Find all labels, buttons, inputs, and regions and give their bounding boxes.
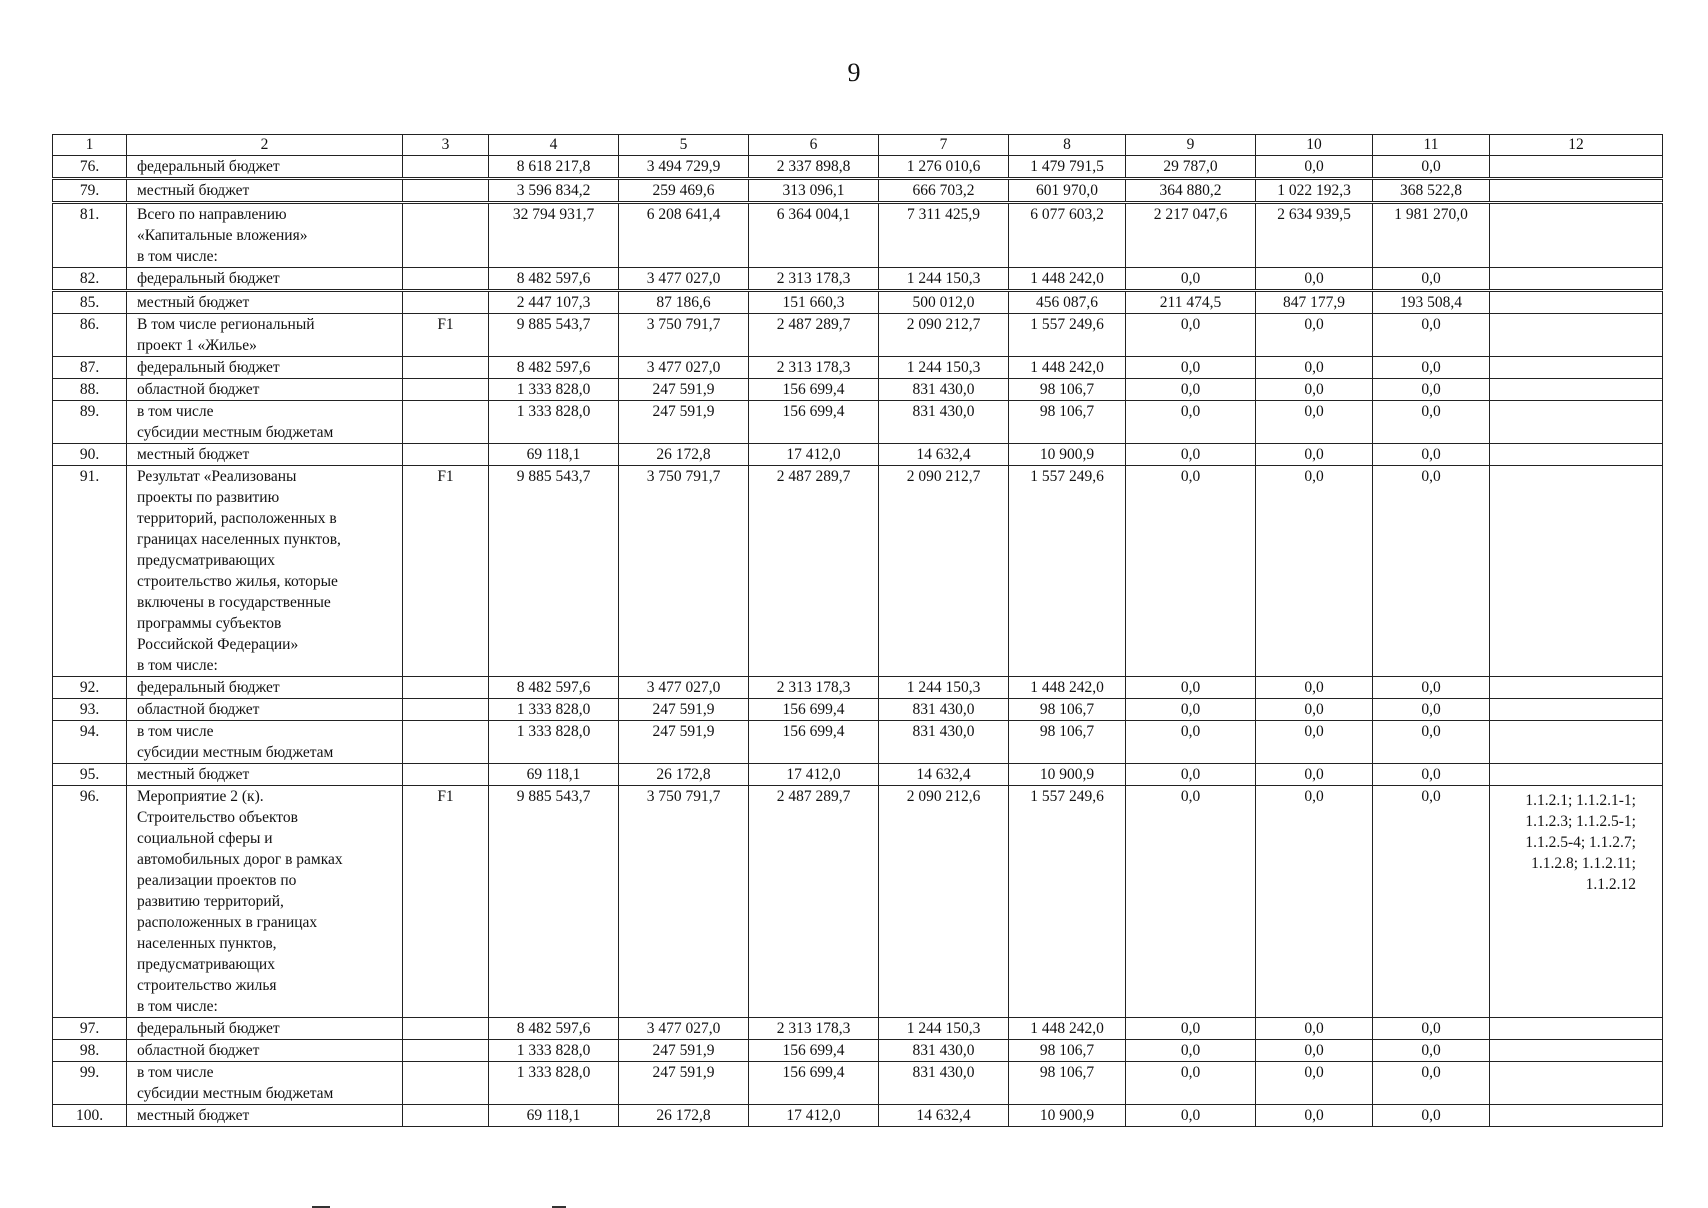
row-description-cell: местный бюджет <box>127 179 403 203</box>
task-codes-cell <box>1490 1018 1663 1040</box>
total-cell: 3 596 834,2 <box>489 179 619 203</box>
total-cell: 9 885 543,7 <box>489 466 619 677</box>
row-description-cell: федеральный бюджет <box>127 1018 403 1040</box>
year-2030-cell: 0,0 <box>1256 156 1373 179</box>
year-2025-cell: 6 208 641,4 <box>619 203 749 268</box>
year-2030-cell: 0,0 <box>1256 699 1373 721</box>
task-codes-cell <box>1490 179 1663 203</box>
total-cell: 8 482 597,6 <box>489 1018 619 1040</box>
table-row <box>53 786 1663 1018</box>
project-code-cell <box>403 1018 489 1040</box>
table-row <box>53 357 1663 379</box>
row-description-cell: в том числе субсидии местным бюджетам <box>127 721 403 764</box>
task-codes-cell <box>1490 291 1663 314</box>
project-code-cell <box>403 203 489 268</box>
year-2029-cell: 364 880,2 <box>1126 179 1256 203</box>
year-2025-cell: 87 186,6 <box>619 291 749 314</box>
row-description-cell: В том числе региональный проект 1 «Жилье» <box>127 314 403 357</box>
year-2025-cell: 26 172,8 <box>619 1105 749 1127</box>
year-2029-cell: 0,0 <box>1126 401 1256 444</box>
year-2026-cell: 2 313 178,3 <box>749 1018 879 1040</box>
total-cell: 9 885 543,7 <box>489 786 619 1018</box>
year-2026-cell: 2 487 289,7 <box>749 786 879 1018</box>
total-cell: 69 118,1 <box>489 764 619 786</box>
year-2028-cell: 456 087,6 <box>1009 291 1126 314</box>
row-description-cell: местный бюджет <box>127 291 403 314</box>
year-2027-cell: 500 012,0 <box>879 291 1009 314</box>
year-2028-cell: 98 106,7 <box>1009 1040 1126 1062</box>
year-2028-cell: 98 106,7 <box>1009 379 1126 401</box>
year-2028-cell: 10 900,9 <box>1009 764 1126 786</box>
header-cell-col-6: 6 <box>749 135 879 156</box>
year-2031-cell: 0,0 <box>1373 721 1490 764</box>
page-number: 9 <box>847 58 861 87</box>
task-codes-cell <box>1490 444 1663 466</box>
total-cell: 1 333 828,0 <box>489 721 619 764</box>
row-description-cell: местный бюджет <box>127 1105 403 1127</box>
year-2031-cell: 1 981 270,0 <box>1373 203 1490 268</box>
total-cell: 9 885 543,7 <box>489 314 619 357</box>
year-2028-cell: 1 448 242,0 <box>1009 677 1126 699</box>
year-2029-cell: 2 217 047,6 <box>1126 203 1256 268</box>
year-2027-cell: 2 090 212,7 <box>879 466 1009 677</box>
table-row <box>53 1040 1663 1062</box>
year-2026-cell: 2 313 178,3 <box>749 677 879 699</box>
table-row <box>53 314 1663 357</box>
year-2029-cell: 0,0 <box>1126 1062 1256 1105</box>
year-2030-cell: 0,0 <box>1256 721 1373 764</box>
total-cell: 8 482 597,6 <box>489 357 619 379</box>
row-number-cell: 81. <box>53 203 127 268</box>
year-2031-cell: 0,0 <box>1373 1062 1490 1105</box>
year-2025-cell: 26 172,8 <box>619 444 749 466</box>
total-cell: 8 482 597,6 <box>489 677 619 699</box>
table-row <box>53 179 1663 203</box>
task-codes-cell <box>1490 203 1663 268</box>
year-2030-cell: 0,0 <box>1256 1018 1373 1040</box>
year-2027-cell: 1 276 010,6 <box>879 156 1009 179</box>
table-row <box>53 1062 1663 1105</box>
year-2027-cell: 14 632,4 <box>879 764 1009 786</box>
row-number-cell: 85. <box>53 291 127 314</box>
table-row <box>53 764 1663 786</box>
year-2025-cell: 26 172,8 <box>619 764 749 786</box>
row-number-cell: 98. <box>53 1040 127 1062</box>
table-row <box>53 466 1663 677</box>
year-2031-cell: 0,0 <box>1373 466 1490 677</box>
year-2025-cell: 3 477 027,0 <box>619 677 749 699</box>
year-2026-cell: 156 699,4 <box>749 401 879 444</box>
task-codes-cell <box>1490 268 1663 291</box>
year-2029-cell: 29 787,0 <box>1126 156 1256 179</box>
year-2028-cell: 98 106,7 <box>1009 401 1126 444</box>
year-2028-cell: 98 106,7 <box>1009 721 1126 764</box>
year-2027-cell: 2 090 212,6 <box>879 786 1009 1018</box>
task-codes-cell: 1.1.2.1; 1.1.2.1-1; 1.1.2.3; 1.1.2.5-1; 1.1.2.5-4; 1.1.2.7; 1.1.2.8; 1.1.2.11; 1.1.2.12 <box>1490 786 1663 1018</box>
year-2025-cell: 3 477 027,0 <box>619 1018 749 1040</box>
year-2031-cell: 0,0 <box>1373 379 1490 401</box>
task-codes-cell <box>1490 401 1663 444</box>
year-2027-cell: 666 703,2 <box>879 179 1009 203</box>
year-2029-cell: 0,0 <box>1126 721 1256 764</box>
task-codes-cell <box>1490 677 1663 699</box>
total-cell: 1 333 828,0 <box>489 699 619 721</box>
row-description-cell: Всего по направлению «Капитальные вложения» в том числе: <box>127 203 403 268</box>
header-cell-col-12: 12 <box>1490 135 1663 156</box>
year-2031-cell: 0,0 <box>1373 401 1490 444</box>
table-row <box>53 156 1663 179</box>
project-code-cell <box>403 268 489 291</box>
table-row <box>53 268 1663 291</box>
project-code-cell <box>403 1105 489 1127</box>
year-2027-cell: 831 430,0 <box>879 699 1009 721</box>
project-code-cell <box>403 444 489 466</box>
year-2031-cell: 0,0 <box>1373 764 1490 786</box>
table-row <box>53 379 1663 401</box>
project-code-cell <box>403 677 489 699</box>
project-code-cell <box>403 291 489 314</box>
row-number-cell: 94. <box>53 721 127 764</box>
row-number-cell: 88. <box>53 379 127 401</box>
year-2026-cell: 2 313 178,3 <box>749 268 879 291</box>
header-cell-col-11: 11 <box>1373 135 1490 156</box>
row-description-cell: местный бюджет <box>127 764 403 786</box>
header-cell-col-1: 1 <box>53 135 127 156</box>
task-codes-cell <box>1490 1062 1663 1105</box>
total-cell: 2 447 107,3 <box>489 291 619 314</box>
year-2028-cell: 1 448 242,0 <box>1009 357 1126 379</box>
project-code-cell <box>403 1062 489 1105</box>
year-2029-cell: 0,0 <box>1126 699 1256 721</box>
year-2027-cell: 1 244 150,3 <box>879 1018 1009 1040</box>
year-2031-cell: 0,0 <box>1373 444 1490 466</box>
year-2026-cell: 17 412,0 <box>749 1105 879 1127</box>
project-code-cell <box>403 156 489 179</box>
total-cell: 8 482 597,6 <box>489 268 619 291</box>
year-2030-cell: 0,0 <box>1256 379 1373 401</box>
year-2029-cell: 211 474,5 <box>1126 291 1256 314</box>
year-2029-cell: 0,0 <box>1126 1040 1256 1062</box>
year-2025-cell: 247 591,9 <box>619 379 749 401</box>
year-2030-cell: 1 022 192,3 <box>1256 179 1373 203</box>
year-2029-cell: 0,0 <box>1126 1105 1256 1127</box>
row-description-cell: областной бюджет <box>127 1040 403 1062</box>
project-code-cell <box>403 699 489 721</box>
task-codes-cell <box>1490 379 1663 401</box>
year-2031-cell: 0,0 <box>1373 677 1490 699</box>
year-2031-cell: 0,0 <box>1373 786 1490 1018</box>
footer-mark-left <box>312 1206 330 1208</box>
year-2030-cell: 0,0 <box>1256 1105 1373 1127</box>
year-2026-cell: 156 699,4 <box>749 699 879 721</box>
year-2030-cell: 0,0 <box>1256 268 1373 291</box>
table-row <box>53 444 1663 466</box>
project-code-cell <box>403 379 489 401</box>
year-2025-cell: 3 477 027,0 <box>619 268 749 291</box>
year-2028-cell: 1 557 249,6 <box>1009 466 1126 677</box>
year-2028-cell: 98 106,7 <box>1009 1062 1126 1105</box>
row-number-cell: 86. <box>53 314 127 357</box>
year-2030-cell: 0,0 <box>1256 314 1373 357</box>
year-2028-cell: 10 900,9 <box>1009 444 1126 466</box>
row-description-cell: в том числе субсидии местным бюджетам <box>127 401 403 444</box>
year-2029-cell: 0,0 <box>1126 786 1256 1018</box>
header-cell-col-10: 10 <box>1256 135 1373 156</box>
table-row <box>53 401 1663 444</box>
project-code-cell <box>403 721 489 764</box>
year-2027-cell: 831 430,0 <box>879 721 1009 764</box>
year-2028-cell: 601 970,0 <box>1009 179 1126 203</box>
year-2028-cell: 98 106,7 <box>1009 699 1126 721</box>
year-2029-cell: 0,0 <box>1126 357 1256 379</box>
year-2030-cell: 0,0 <box>1256 1062 1373 1105</box>
row-number-cell: 93. <box>53 699 127 721</box>
year-2028-cell: 1 557 249,6 <box>1009 786 1126 1018</box>
year-2031-cell: 0,0 <box>1373 1040 1490 1062</box>
task-codes-cell <box>1490 314 1663 357</box>
year-2025-cell: 3 750 791,7 <box>619 314 749 357</box>
year-2030-cell: 0,0 <box>1256 466 1373 677</box>
year-2026-cell: 17 412,0 <box>749 444 879 466</box>
row-number-cell: 100. <box>53 1105 127 1127</box>
year-2026-cell: 156 699,4 <box>749 379 879 401</box>
project-code-cell: F1 <box>403 466 489 677</box>
year-2030-cell: 0,0 <box>1256 357 1373 379</box>
task-codes-cell <box>1490 1105 1663 1127</box>
header-cell-col-8: 8 <box>1009 135 1126 156</box>
year-2031-cell: 0,0 <box>1373 1105 1490 1127</box>
row-number-cell: 91. <box>53 466 127 677</box>
task-codes-cell <box>1490 357 1663 379</box>
year-2028-cell: 1 557 249,6 <box>1009 314 1126 357</box>
row-number-cell: 95. <box>53 764 127 786</box>
row-number-cell: 92. <box>53 677 127 699</box>
project-code-cell: F1 <box>403 314 489 357</box>
year-2027-cell: 831 430,0 <box>879 401 1009 444</box>
row-description-cell: федеральный бюджет <box>127 677 403 699</box>
row-number-cell: 82. <box>53 268 127 291</box>
year-2027-cell: 2 090 212,7 <box>879 314 1009 357</box>
year-2025-cell: 3 750 791,7 <box>619 466 749 677</box>
row-description-cell: федеральный бюджет <box>127 156 403 179</box>
year-2031-cell: 0,0 <box>1373 156 1490 179</box>
row-description-cell: Результат «Реализованы проекты по развитию территорий, расположенных в границах населенных пунктов, предусматривающих строительство жилья, которые включены в государственные программы субъектов Российской Федерации» в том числе: <box>127 466 403 677</box>
task-codes-cell <box>1490 699 1663 721</box>
row-description-cell: областной бюджет <box>127 379 403 401</box>
year-2027-cell: 14 632,4 <box>879 1105 1009 1127</box>
header-cell-col-5: 5 <box>619 135 749 156</box>
year-2030-cell: 0,0 <box>1256 786 1373 1018</box>
row-description-cell: областной бюджет <box>127 699 403 721</box>
row-description-cell: в том числе субсидии местным бюджетам <box>127 1062 403 1105</box>
year-2026-cell: 151 660,3 <box>749 291 879 314</box>
year-2027-cell: 7 311 425,9 <box>879 203 1009 268</box>
project-code-cell <box>403 1040 489 1062</box>
year-2030-cell: 0,0 <box>1256 401 1373 444</box>
year-2025-cell: 259 469,6 <box>619 179 749 203</box>
year-2025-cell: 247 591,9 <box>619 721 749 764</box>
project-code-cell <box>403 764 489 786</box>
task-codes-cell <box>1490 466 1663 677</box>
year-2031-cell: 0,0 <box>1373 357 1490 379</box>
year-2029-cell: 0,0 <box>1126 314 1256 357</box>
year-2030-cell: 0,0 <box>1256 764 1373 786</box>
row-description-cell: федеральный бюджет <box>127 357 403 379</box>
table-row <box>53 721 1663 764</box>
year-2029-cell: 0,0 <box>1126 677 1256 699</box>
year-2026-cell: 2 487 289,7 <box>749 466 879 677</box>
year-2031-cell: 0,0 <box>1373 314 1490 357</box>
year-2031-cell: 0,0 <box>1373 268 1490 291</box>
header-cell-col-7: 7 <box>879 135 1009 156</box>
year-2028-cell: 1 479 791,5 <box>1009 156 1126 179</box>
year-2025-cell: 247 591,9 <box>619 699 749 721</box>
table-row <box>53 677 1663 699</box>
total-cell: 1 333 828,0 <box>489 1062 619 1105</box>
year-2027-cell: 831 430,0 <box>879 1062 1009 1105</box>
row-number-cell: 79. <box>53 179 127 203</box>
project-code-cell: F1 <box>403 786 489 1018</box>
table-row <box>53 699 1663 721</box>
year-2028-cell: 6 077 603,2 <box>1009 203 1126 268</box>
total-cell: 1 333 828,0 <box>489 379 619 401</box>
year-2031-cell: 0,0 <box>1373 1018 1490 1040</box>
year-2026-cell: 2 487 289,7 <box>749 314 879 357</box>
table-row <box>53 1018 1663 1040</box>
row-number-cell: 90. <box>53 444 127 466</box>
table-row <box>53 291 1663 314</box>
year-2029-cell: 0,0 <box>1126 1018 1256 1040</box>
task-codes-cell <box>1490 721 1663 764</box>
year-2025-cell: 247 591,9 <box>619 1040 749 1062</box>
year-2028-cell: 10 900,9 <box>1009 1105 1126 1127</box>
year-2026-cell: 17 412,0 <box>749 764 879 786</box>
year-2030-cell: 2 634 939,5 <box>1256 203 1373 268</box>
year-2025-cell: 247 591,9 <box>619 401 749 444</box>
year-2029-cell: 0,0 <box>1126 379 1256 401</box>
total-cell: 32 794 931,7 <box>489 203 619 268</box>
year-2026-cell: 156 699,4 <box>749 1040 879 1062</box>
footer-mark-right <box>552 1206 566 1208</box>
year-2025-cell: 3 477 027,0 <box>619 357 749 379</box>
task-codes-cell <box>1490 1040 1663 1062</box>
year-2027-cell: 1 244 150,3 <box>879 357 1009 379</box>
task-codes-cell <box>1490 156 1663 179</box>
year-2027-cell: 1 244 150,3 <box>879 268 1009 291</box>
total-cell: 69 118,1 <box>489 1105 619 1127</box>
budget-table <box>52 134 1663 1127</box>
row-number-cell: 96. <box>53 786 127 1018</box>
year-2027-cell: 1 244 150,3 <box>879 677 1009 699</box>
year-2030-cell: 0,0 <box>1256 677 1373 699</box>
total-cell: 69 118,1 <box>489 444 619 466</box>
row-description-cell: Мероприятие 2 (к). Строительство объектов социальной сферы и автомобильных дорог в рамках реализации проектов по развитию территорий, расположенных в границах населенных пунктов, предусматривающих строительство жилья в том числе: <box>127 786 403 1018</box>
row-number-cell: 97. <box>53 1018 127 1040</box>
year-2031-cell: 193 508,4 <box>1373 291 1490 314</box>
total-cell: 1 333 828,0 <box>489 1040 619 1062</box>
project-code-cell <box>403 179 489 203</box>
year-2028-cell: 1 448 242,0 <box>1009 268 1126 291</box>
year-2027-cell: 831 430,0 <box>879 1040 1009 1062</box>
table-body <box>53 135 1663 1127</box>
header-row <box>53 135 1663 156</box>
year-2026-cell: 2 313 178,3 <box>749 357 879 379</box>
year-2026-cell: 156 699,4 <box>749 1062 879 1105</box>
year-2030-cell: 0,0 <box>1256 1040 1373 1062</box>
total-cell: 1 333 828,0 <box>489 401 619 444</box>
year-2027-cell: 831 430,0 <box>879 379 1009 401</box>
year-2031-cell: 368 522,8 <box>1373 179 1490 203</box>
year-2026-cell: 2 337 898,8 <box>749 156 879 179</box>
year-2025-cell: 247 591,9 <box>619 1062 749 1105</box>
year-2030-cell: 0,0 <box>1256 444 1373 466</box>
year-2029-cell: 0,0 <box>1126 268 1256 291</box>
header-cell-col-4: 4 <box>489 135 619 156</box>
year-2031-cell: 0,0 <box>1373 699 1490 721</box>
row-number-cell: 89. <box>53 401 127 444</box>
year-2028-cell: 1 448 242,0 <box>1009 1018 1126 1040</box>
project-code-cell <box>403 357 489 379</box>
year-2025-cell: 3 750 791,7 <box>619 786 749 1018</box>
header-cell-col-3: 3 <box>403 135 489 156</box>
header-cell-col-9: 9 <box>1126 135 1256 156</box>
year-2029-cell: 0,0 <box>1126 444 1256 466</box>
year-2030-cell: 847 177,9 <box>1256 291 1373 314</box>
year-2026-cell: 156 699,4 <box>749 721 879 764</box>
row-number-cell: 99. <box>53 1062 127 1105</box>
row-description-cell: местный бюджет <box>127 444 403 466</box>
year-2026-cell: 313 096,1 <box>749 179 879 203</box>
table-row <box>53 203 1663 268</box>
total-cell: 8 618 217,8 <box>489 156 619 179</box>
row-number-cell: 76. <box>53 156 127 179</box>
year-2029-cell: 0,0 <box>1126 764 1256 786</box>
year-2027-cell: 14 632,4 <box>879 444 1009 466</box>
row-description-cell: федеральный бюджет <box>127 268 403 291</box>
task-codes-cell <box>1490 764 1663 786</box>
project-code-cell <box>403 401 489 444</box>
table-row <box>53 1105 1663 1127</box>
year-2025-cell: 3 494 729,9 <box>619 156 749 179</box>
row-number-cell: 87. <box>53 357 127 379</box>
year-2026-cell: 6 364 004,1 <box>749 203 879 268</box>
header-cell-col-2: 2 <box>127 135 403 156</box>
year-2029-cell: 0,0 <box>1126 466 1256 677</box>
